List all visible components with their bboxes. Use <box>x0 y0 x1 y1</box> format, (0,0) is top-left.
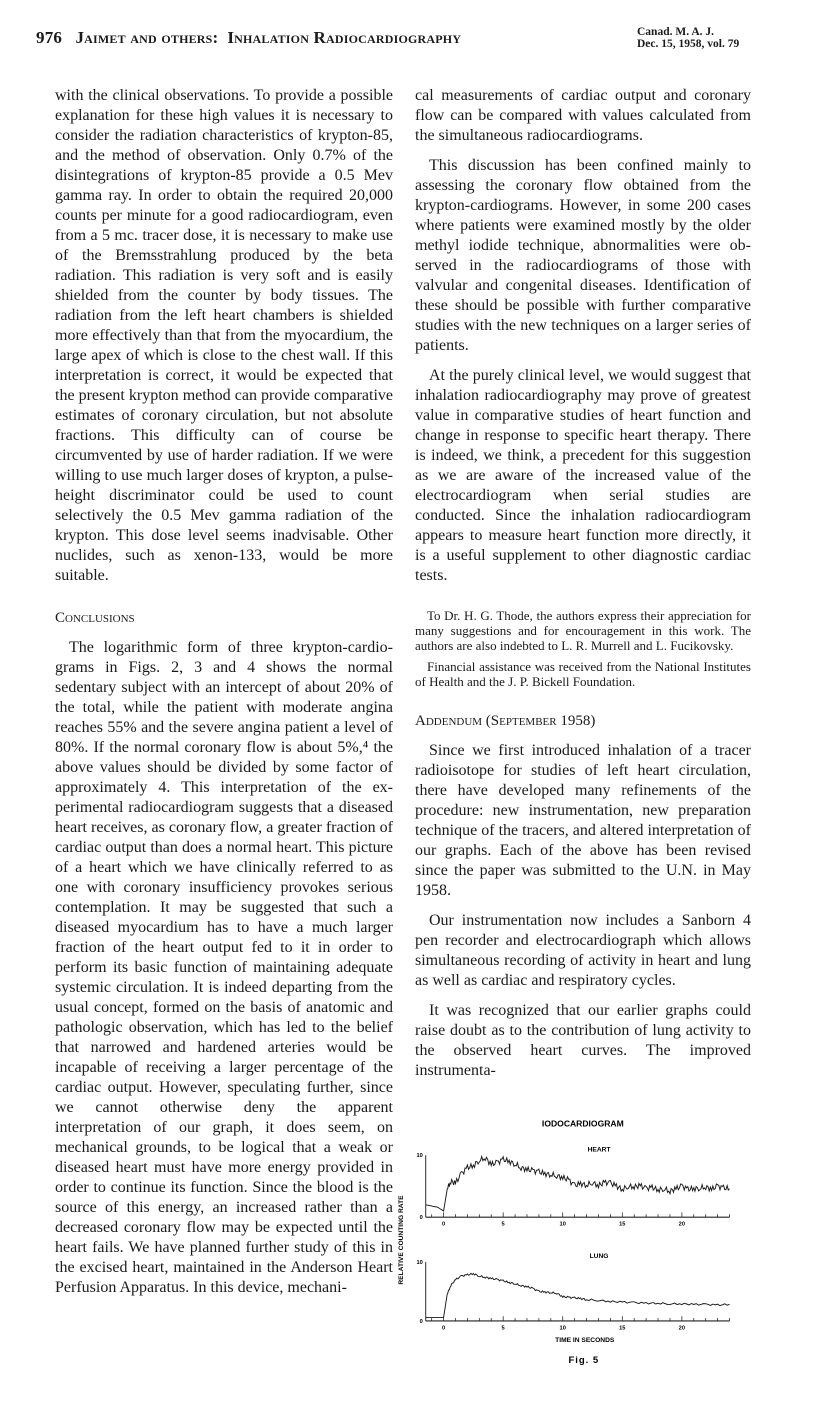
acknowledgement-text: To Dr. H. G. Thode, the authors express their appreciation for many suggestions and for encouragement in this work. The authors are also indebted to L. R. Murrell and L. Fucikovsky. <box>415 608 751 653</box>
panel-label-heart: HEART <box>587 1146 611 1154</box>
iodocardiogram-chart <box>380 1095 780 1385</box>
x-tick-label: 0 <box>441 1325 446 1332</box>
y-tick-label: 10 <box>416 1153 423 1160</box>
series-line-heart <box>426 1156 730 1210</box>
funding-text: Financial assistance was received from the National Institutes of Health and the J. P. Bickell Foundation. <box>415 659 751 689</box>
y-tick-label: 10 <box>416 1259 423 1266</box>
chart-title: IODOCARDIOGRAM <box>541 1118 624 1129</box>
journal-issue: Dec. 15, 1958, vol. 79 <box>637 38 740 50</box>
x-tick-label: 20 <box>678 1221 686 1228</box>
running-header <box>36 28 461 48</box>
x-tick-label: 5 <box>501 1221 505 1228</box>
body-paragraph: At the purely clinical level, we would suggest that inhalation radiocardiography may prove of greatest value in comparative studies of heart function and change in response to specific heart therapy. There is indeed, we think, a precedent for this suggestion as we are aware of the increased value of the electrocardiogram when serial studies are conducted. Since the inhalation radiocardiogram appears to measure heart function more directly, it is a useful supplement to other diagnostic cardiac tests. <box>415 367 751 584</box>
section-heading-addendum: Addendum (September 1958) <box>415 713 596 729</box>
x-tick-label: 0 <box>441 1221 446 1228</box>
body-paragraph: The logarithmic form of three krypton-cardiograms in Figs. 2, 3 and 4 shows the normal sedentary subject with an intercept of about 20% of the total, while the patient with moderate angina reaches 55% and the severe angina patient a level of 80%. If the normal coronary flow is about 5%,⁴ the above values should be divided by some factor of approximately 4. This interpretation of the experimental radiocardiogram suggests that a diseased heart receives, as coronary flow, a greater fraction of cardiac output than does a normal heart. This picture of a heart which we have clinically referred to as one with coronary insufficiency provokes serious contemplation. It may be suggested that such a diseased myocardium has to have a much larger fraction of the heart output fed to it in order to perform its basic function of maintaining adequate systemic circulation. It is indeed departing from the usual concept, formed on the basis of anatomic and pathologic observation, which has led to the belief that narrowed and hardened arteries would be incapable of receiving a larger percentage of the cardiac output. However, speculating further, since we cannot otherwise deny the apparent interpretation of our graph, it does seem, on mechanical grounds, to be logical that a weak or diseased heart must have more energy provided in order to continue its function. Since the blood is the source of this energy, an increased rather than a decreased coronary flow may be expected until the heart fails. We have planned further study of this in the excised heart, maintained in the Anderson Heart Perfusion Apparatus. In this device, mechani- <box>55 639 393 1296</box>
acknowledgements <box>415 608 751 689</box>
left-column <box>55 86 393 1298</box>
x-axis-label: TIME IN SECONDS <box>555 1336 615 1344</box>
body-paragraph: Since we first introduced inhalation of a tracer radioisotope for studies of left heart circulation, there have developed many refinements of the procedure: new instrumentation, new preparation technique of the tracers, and altered interpretation of our graphs. Each of the above has been revised since the paper was submitted to the U.N. in May 1958. <box>415 742 751 899</box>
y-tick-label: 0 <box>419 1318 423 1325</box>
section-heading-conclusions: Conclusions <box>55 610 135 626</box>
two-column-body <box>0 70 816 1405</box>
journal-name: Canad. M. A. J. <box>637 26 714 38</box>
figure-5 <box>380 1095 780 1385</box>
journal-citation <box>637 26 739 50</box>
body-paragraph: This discussion has been confined mainly to assessing the coronary flow obtained from the krypton-cardiograms. However, in some 200 cases where patients were examined mostly by the older methyl iodide technique, abnormalities were observed in the radiocardiograms of those with valvular and congenital diseases. Identification of these should be possible with further comparative studies with the new techniques on a larger series of patients. <box>415 157 751 354</box>
x-tick-label: 10 <box>559 1325 566 1332</box>
running-title: Inhalation Radiocardiography <box>227 28 462 47</box>
running-title-authors: Jaimet and others: <box>75 28 219 47</box>
figure-caption: Fig. 5 <box>568 1354 600 1366</box>
panel-label-lung: LUNG <box>589 1253 609 1261</box>
page-header <box>0 0 816 70</box>
x-tick-label: 5 <box>501 1325 505 1332</box>
page-number: 976 <box>36 28 63 47</box>
y-axis-label: RELATIVE COUNTING RATE <box>397 1195 405 1285</box>
x-tick-label: 15 <box>619 1325 626 1332</box>
series-line-lung <box>426 1273 730 1317</box>
y-tick-label: 0 <box>419 1215 423 1222</box>
body-paragraph: Our instrumentation now includes a Sanborn 4 pen recorder and electrocardiograph which allows simultaneous recording of activity in heart and lung as well as cardiac and respiratory cycles. <box>415 912 751 989</box>
body-paragraph: It was recognized that our earlier graphs could raise doubt as to the contribution of lung activity to the observed heart curves. The improved instrumenta- <box>415 1002 751 1079</box>
x-tick-label: 20 <box>678 1325 686 1332</box>
x-tick-label: 15 <box>619 1221 626 1228</box>
body-paragraph: with the clinical observations. To provide a possible explanation for these high values it is necessary to consider the radiation characteristics of krypton-85, and the method of observation. Only 0.7% of the disintegrations of krypton-85 provide a 0.5 Mev gamma ray. In order to obtain the required 20,000 counts per minute for a good radiocardiogram, even from a 5 mc. tracer dose, it is necessary to make use of the Bremsstrahlung produced by the beta radiation. This radiation is very soft and is easily shielded from the counter by body tissues. The radiation from the left heart chambers is shielded more effectively than that from the myocardium, the large apex of which is close to the chest wall. If this interpretation is correct, it would be expected that the present krypton method can provide comparative estimates of coronary circulation, but not absolute fractions. This difficulty can of course be circumvented by use of harder radiation. If we were willing to use much larger doses of krypton, a pulse-height discriminator could be used to count selectively the 0.5 Mev gamma radiation of the krypton. This dose level seems inadvisable. Other nuclides, such as xenon-133, would be more suitable. <box>55 87 393 584</box>
body-paragraph: cal measurements of cardiac output and coronary flow can be compared with values calculated from the simultaneous radiocardiograms. <box>415 87 751 144</box>
x-tick-label: 10 <box>559 1221 566 1228</box>
right-column <box>397 86 751 1385</box>
